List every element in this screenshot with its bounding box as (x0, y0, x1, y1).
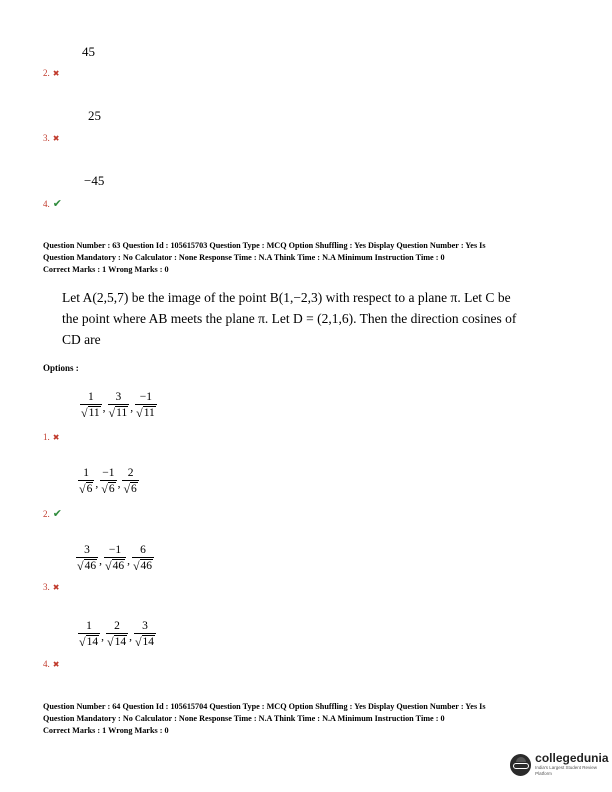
prev-option-value-1: 45 (82, 44, 95, 59)
sqrt-icon: √ (104, 559, 112, 573)
denominator (100, 480, 116, 496)
fraction (78, 619, 100, 649)
option-number-label: 3. (43, 133, 50, 143)
separator: , (102, 402, 106, 414)
q63-option-3[interactable] (76, 543, 154, 573)
collegedunia-logo (510, 752, 612, 777)
option-2-fractions (78, 466, 139, 496)
option-number-label: 4. (43, 659, 50, 669)
check-icon: ✔ (52, 508, 62, 520)
denominator (108, 404, 130, 420)
brand-name: collegedunia (535, 751, 609, 765)
fraction (78, 466, 94, 496)
numerator: −1 (102, 467, 115, 479)
separator: , (127, 555, 130, 567)
prev-option-number-3 (43, 133, 59, 143)
q64-meta (43, 701, 486, 737)
q63-meta-line-2: Question Mandatory : No Calculator : None Response Time : N.A Think Time : N.A Minimum Instruction Time : 0 (43, 253, 445, 262)
prev-option-value-3: −45 (84, 173, 105, 188)
sqrt-icon: √ (81, 406, 88, 420)
numerator: 1 (86, 620, 92, 632)
q63-meta-line-1: Question Number : 63 Question Id : 105615703 Question Type : MCQ Option Shuffling : Yes Display Question Number : Yes Is (43, 241, 486, 250)
options-label: Options : (43, 363, 79, 373)
cross-icon: ✖ (52, 68, 60, 78)
option-1-fractions (80, 390, 157, 420)
option-number-label: 2. (43, 68, 50, 78)
fraction (76, 543, 98, 573)
denominator (78, 633, 100, 649)
numerator: 3 (142, 620, 148, 632)
denominator (104, 557, 126, 573)
prev-option-number-4 (43, 197, 62, 210)
cross-icon: ✖ (52, 659, 60, 669)
denominator (135, 404, 157, 420)
numerator: −1 (139, 391, 153, 403)
separator: , (101, 631, 104, 643)
sqrt-icon: √ (108, 406, 116, 420)
option-number-label: 2. (43, 508, 50, 519)
denominator (76, 557, 98, 573)
fraction (100, 466, 116, 496)
check-icon: ✔ (52, 198, 62, 210)
sqrt-icon: √ (134, 635, 142, 649)
option-number-label: 4. (43, 198, 50, 209)
radicand: 6 (131, 483, 137, 495)
denominator (78, 480, 94, 496)
q63-meta (43, 240, 486, 276)
separator: , (130, 402, 134, 414)
radicand: 11 (116, 407, 128, 419)
q63-option-1[interactable] (80, 390, 157, 420)
radicand: 11 (88, 407, 100, 419)
numerator: 1 (83, 467, 90, 479)
q64-meta-line-3: Correct Marks : 1 Wrong Marks : 0 (43, 726, 169, 735)
q64-meta-line-1: Question Number : 64 Question Id : 105615704 Question Type : MCQ Option Shuffling : Yes Display Question Number : Yes Is (43, 702, 486, 711)
separator: , (99, 555, 102, 567)
radicand: 14 (142, 636, 155, 648)
sqrt-icon: √ (136, 406, 143, 420)
denominator (134, 633, 156, 649)
denominator (80, 404, 102, 420)
q63-option-number-2 (43, 507, 62, 520)
numerator: 1 (87, 391, 94, 403)
q64-meta-line-2: Question Mandatory : No Calculator : None Response Time : N.A Think Time : N.A Minimum Instruction Time : 0 (43, 714, 445, 723)
q63-meta-line-3: Correct Marks : 1 Wrong Marks : 0 (43, 265, 169, 274)
radicand: 46 (84, 560, 97, 572)
option-number-label: 3. (43, 582, 50, 592)
prev-option-value-2: 25 (88, 108, 101, 123)
q63-option-number-3 (43, 582, 59, 592)
separator: , (117, 478, 121, 490)
q63-text-line-3: CD are (62, 332, 101, 347)
sqrt-icon: √ (79, 482, 86, 496)
denominator (106, 633, 128, 649)
radicand: 46 (112, 560, 125, 572)
prev-option-number-2 (43, 68, 59, 78)
q63-option-number-4 (43, 659, 59, 669)
q63-question-text (62, 287, 542, 350)
fraction (134, 619, 156, 649)
radicand: 14 (114, 636, 127, 648)
option-4-fractions (78, 619, 156, 649)
numerator: 3 (84, 544, 90, 556)
numerator: 2 (114, 620, 120, 632)
sqrt-icon: √ (132, 559, 140, 573)
cross-icon: ✖ (52, 582, 60, 592)
cross-icon: ✖ (52, 432, 60, 442)
radicand: 11 (143, 407, 155, 419)
option-number-label: 1. (43, 432, 50, 442)
numerator: 6 (140, 544, 146, 556)
sqrt-icon: √ (101, 482, 108, 496)
sqrt-icon: √ (123, 482, 131, 496)
radicand: 46 (140, 560, 153, 572)
numerator: 2 (127, 467, 134, 479)
fraction (122, 466, 138, 496)
denominator (122, 480, 138, 496)
fraction (135, 390, 157, 420)
q63-text-line-1: Let A(2,5,7) be the image of the point B(1,−2,3) with respect to a plane π. Let C be (62, 290, 511, 305)
fraction (104, 543, 126, 573)
cross-icon: ✖ (52, 133, 60, 143)
brand-tagline: India's Largest Student Review Platform (535, 765, 598, 776)
mascot-icon (510, 754, 531, 776)
fraction (132, 543, 154, 573)
separator: , (95, 478, 99, 490)
numerator: −1 (108, 544, 122, 556)
radicand: 6 (108, 483, 115, 495)
sqrt-icon: √ (79, 635, 86, 649)
radicand: 6 (86, 483, 93, 495)
sqrt-icon: √ (77, 559, 84, 573)
q63-option-2[interactable] (78, 466, 139, 496)
radicand: 14 (86, 636, 99, 648)
q63-text-line-2: the point where AB meets the plane π. Let D = (2,1,6). Then the direction cosines of (62, 311, 517, 326)
fraction (80, 390, 102, 420)
option-3-fractions (76, 543, 154, 573)
sqrt-icon: √ (106, 635, 114, 649)
logo-text (535, 752, 612, 777)
denominator (132, 557, 154, 573)
numerator: 3 (115, 391, 122, 403)
fraction (108, 390, 130, 420)
fraction (106, 619, 128, 649)
separator: , (129, 631, 132, 643)
q63-option-4[interactable] (78, 619, 156, 649)
q63-option-number-1 (43, 432, 59, 442)
